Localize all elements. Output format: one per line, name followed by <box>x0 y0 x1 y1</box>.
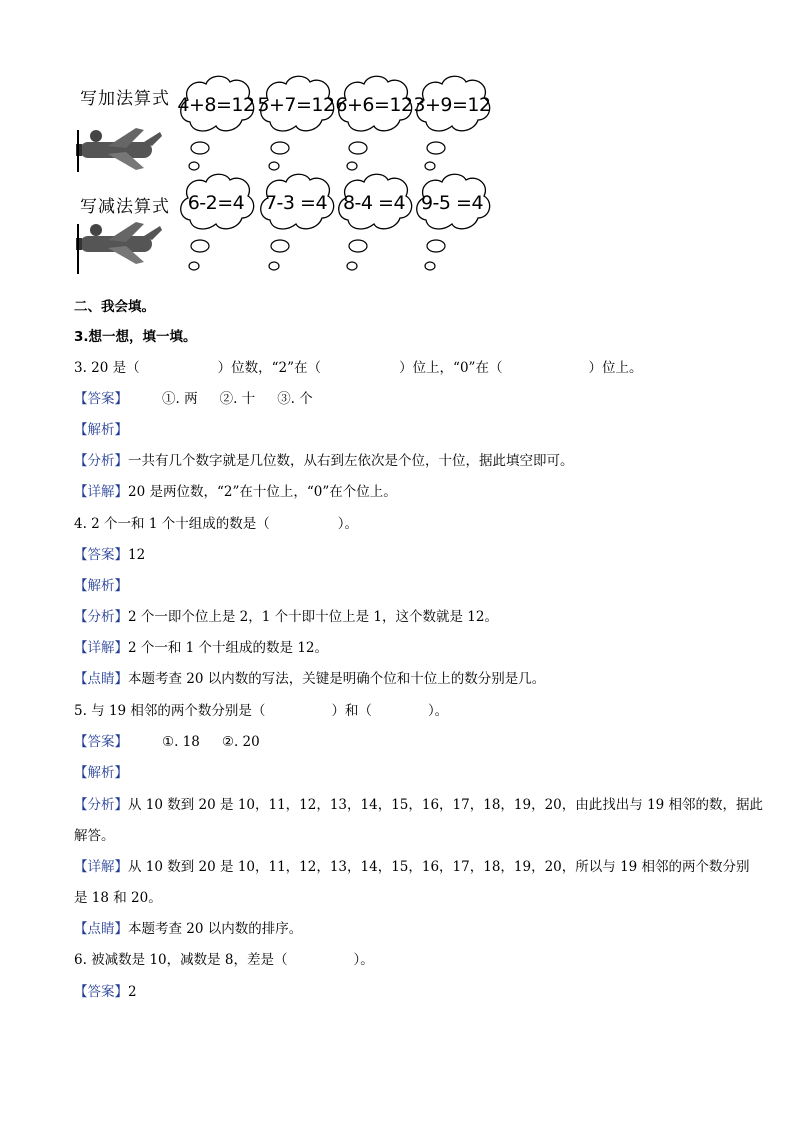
comment-line: 【点睛】本题考查 20 以内数的写法，关键是明确个位和十位上的数分别是几。 <box>74 671 546 687</box>
analysis-line: 【分析】2 个一即个位上是 2，1 个十即十位上是 1，这个数就是 12。 <box>74 609 498 625</box>
sub-equation: 7-3 =4 <box>264 192 328 214</box>
section-title: 二、我会填。 <box>74 299 155 315</box>
answer-tag: 【答案】 <box>74 391 128 407</box>
answer-line: 【答案】 ①. 18 ②. 20 <box>74 734 260 750</box>
question-6: 6. 被减数是 10，减数是 8，差是（ ）。 <box>74 952 374 968</box>
add-equation: 3+9=12 <box>413 94 491 116</box>
analysis-tag: 【解析】 <box>74 765 128 781</box>
detail-line-cont: 是 18 和 20。 <box>74 890 162 906</box>
add-equation: 5+7=12 <box>257 94 335 116</box>
thought-cloud-icon <box>256 170 336 236</box>
thought-cloud-icon <box>334 72 414 138</box>
thought-cloud-icon <box>176 72 256 138</box>
thought-bubble-trail-icon <box>188 238 488 278</box>
add-equation: 6+6=12 <box>335 94 413 116</box>
analysis-tag: 【解析】 <box>74 422 128 438</box>
sub-equation: 6-2=4 <box>187 192 245 214</box>
detail-line: 【详解】从 10 数到 20 是 10，11，12，13，14，15，16，17，18，19，20，所以与 19 相邻的两个数分别 <box>74 859 750 875</box>
thought-cloud-icon <box>256 72 336 138</box>
analysis-line: 【分析】从 10 数到 20 是 10，11，12，13，14，15，16，17，18，19，20，由此找出与 19 相邻的数，据此 <box>74 797 764 813</box>
comment-line: 【点睛】本题考查 20 以内数的排序。 <box>74 921 303 937</box>
answer-line: 【答案】12 <box>74 547 146 563</box>
airplane-icon <box>74 124 164 174</box>
group-title: 3.想一想，填一填。 <box>74 329 197 345</box>
thought-cloud-icon <box>412 72 492 138</box>
sub-label: 写减法算式 <box>80 197 170 217</box>
add-label: 写加法算式 <box>80 89 170 109</box>
detail-line: 【详解】2 个一和 1 个十组成的数是 12。 <box>74 640 329 656</box>
thought-cloud-icon <box>334 170 414 236</box>
airplane-icon <box>74 218 164 276</box>
question-5: 5. 与 19 相邻的两个数分别是（ ）和（ ）。 <box>74 703 449 719</box>
sub-equation: 9-5 =4 <box>420 192 484 214</box>
thought-cloud-icon <box>412 170 492 236</box>
sub-equation: 8-4 =4 <box>342 192 406 214</box>
equation-figure <box>70 66 500 280</box>
detail-line: 【详解】20 是两位数，“2”在十位上，“0”在个位上。 <box>74 484 397 500</box>
analysis-line-cont: 解答。 <box>74 828 115 844</box>
answer-line: 【答案】 ①. 两 ②. 十 ③. 个 <box>74 391 313 407</box>
answer-line: 【答案】2 <box>74 984 137 1000</box>
question-4: 4. 2 个一和 1 个十组成的数是（ ）。 <box>74 516 358 532</box>
analysis-tag: 【解析】 <box>74 578 128 594</box>
analysis-line: 【分析】一共有几个数字就是几位数，从右到左依次是个位，十位，据此填空即可。 <box>74 453 574 469</box>
add-equation: 4+8=12 <box>177 94 255 116</box>
thought-cloud-icon <box>176 170 256 236</box>
question-3: 3. 20 是（ ）位数，“2”在（ ）位上，“0”在（ ）位上。 <box>74 360 643 376</box>
